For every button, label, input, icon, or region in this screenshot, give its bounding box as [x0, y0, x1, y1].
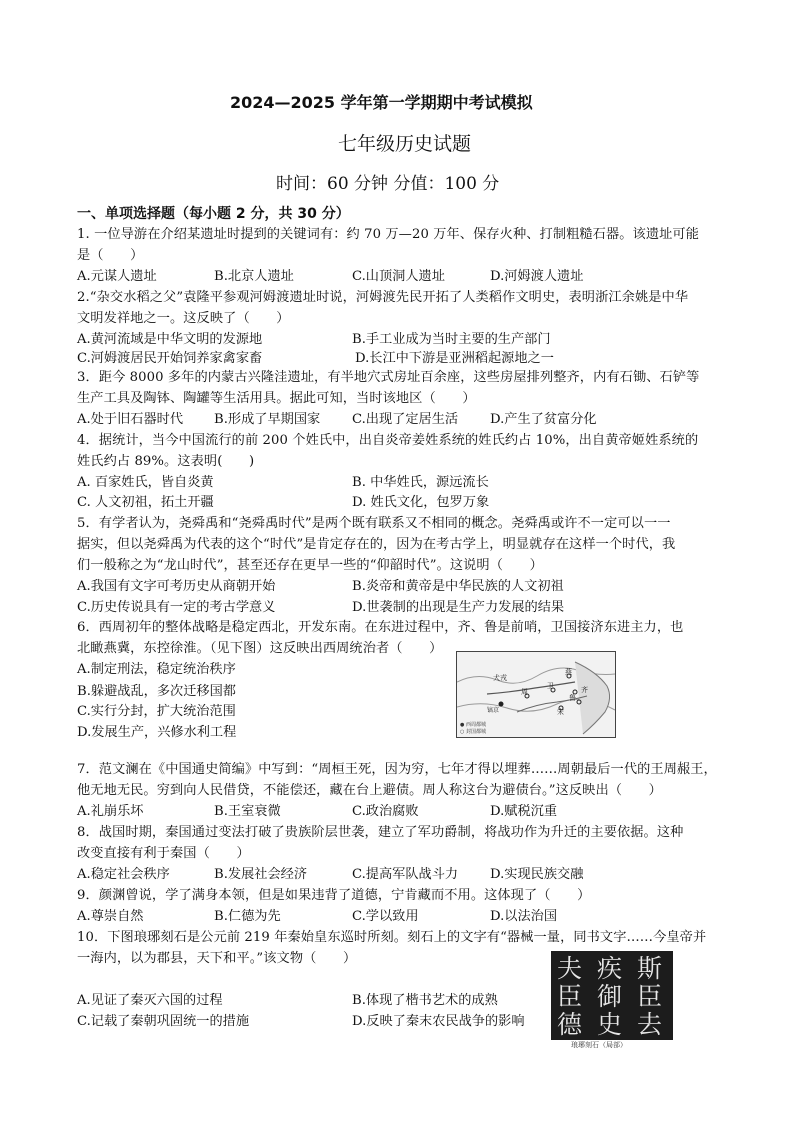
- question-1-option-d: D.河姆渡人遗址: [490, 269, 584, 284]
- question-1-line-2: 是（ ）: [77, 248, 144, 263]
- question-3-option-a: A.处于旧石器时代: [77, 412, 184, 427]
- western-zhou-map: [456, 651, 616, 738]
- stone-char-6: 史: [597, 1010, 623, 1039]
- stone-char-5: 御: [597, 982, 623, 1011]
- question-9-option-c: C.学以致用: [352, 909, 419, 924]
- map-label-zhou: 周: [521, 688, 528, 696]
- stone-char-3: 去: [637, 1010, 663, 1039]
- question-6-option-c: C.实行分封，扩大统治范围: [77, 704, 236, 719]
- question-1-option-a: A.元谋人遗址: [77, 269, 157, 284]
- question-7-line-1: 7．范文澜在《中国通史简编》中写到：“周桓王死，因为穷，七年才得以埋葬……周朝最后一代的王周赧王，: [77, 762, 717, 777]
- question-6-line-2: 北瞰燕冀，东控徐淮。（见下图）这反映出西周统治者（ ）: [77, 641, 443, 656]
- question-6-line-1: 6．西周初年的整体战略是稳定西北，开发东南。在东进过程中，齐、鲁是前哨，卫国接济东进主力，也: [77, 620, 684, 635]
- stone-caption: 琅琊刻石（局部）: [571, 1041, 627, 1049]
- question-2-option-d: D.长江中下游是亚洲稻起源地之一: [355, 351, 554, 366]
- map-graphic: [457, 652, 615, 737]
- exam-meta: 时间：60 分钟 分值：100 分: [276, 174, 500, 194]
- question-7-option-d: D.赋税沉重: [490, 804, 558, 819]
- question-5-line-3: 们一般称之为“龙山时代”，甚至还存在更早一些的“仰韶时代”。这说明（ ）: [77, 558, 543, 573]
- question-10-line-2: 一海内，以为郡县，天下和平。”该文物（ ）: [77, 951, 357, 966]
- question-4-option-a: A. 百家姓氏，皆自炎黄: [77, 475, 214, 490]
- map-label-haojing: 镐京: [487, 707, 500, 714]
- question-2-line-2: 文明发祥地之一。这反映了（ ）: [77, 311, 290, 326]
- question-5-option-d: D.世袭制的出现是生产力发展的结果: [352, 600, 565, 615]
- map-legend-fief: ○ 封国都城: [460, 729, 486, 735]
- question-8-option-a: A.稳定社会秩序: [77, 867, 170, 882]
- question-6-option-b: B.躲避战乱，多次迁移国都: [77, 684, 236, 699]
- question-10-option-d: D.反映了秦末农民战争的影响: [352, 1014, 525, 1029]
- question-9-option-b: B.仁德为先: [214, 909, 281, 924]
- exam-subtitle: 七年级历史试题: [338, 133, 472, 155]
- question-7-option-b: B.王室衰微: [214, 804, 281, 819]
- stone-char-7: 夫: [557, 954, 583, 983]
- langya-stone-rubbing: [551, 951, 673, 1040]
- map-label-lu: 鲁: [569, 694, 576, 702]
- map-label-quanrong: 犬戎: [493, 674, 507, 682]
- question-2-option-c: C.河姆渡居民开始饲养家禽家畜: [77, 351, 263, 366]
- question-1-option-b: B.北京人遗址: [214, 269, 294, 284]
- question-5-line-1: 5．有学者认为，尧舜禹和“尧舜禹时代”是两个既有联系又不相同的概念。尧舜禹或许不一定可以一一: [77, 516, 671, 531]
- question-2-option-a: A.黄河流域是中华文明的发源地: [77, 332, 263, 347]
- question-9-line-1: 9．颜渊曾说，学了满身本领，但是如果违背了道德，宁肯藏而不用。这体现了（ ）: [77, 888, 591, 903]
- stone-char-1: 斯: [637, 954, 663, 983]
- question-6-option-a: A.制定刑法，稳定统治秩序: [77, 662, 236, 677]
- question-10-line-1: 10．下图琅琊刻石是公元前 219 年秦始皇东巡时所刻。刻石上的文字有“器械一量，同书文字……今皇帝并: [77, 930, 707, 945]
- question-9-option-a: A.尊崇自然: [77, 909, 144, 924]
- question-6-option-d: D.发展生产，兴修水利工程: [77, 725, 237, 740]
- question-4-line-1: 4．据统计，当今中国流行的前 200 个姓氏中，出自炎帝姜姓系统的姓氏约占 10%，出自黄帝姬姓系统的: [77, 433, 699, 448]
- question-3-line-1: 3．距今 8000 多年的内蒙古兴隆洼遗址，有半地穴式房址百余座，这些房屋排列整齐，内有石锄、石铲等: [77, 370, 700, 385]
- question-4-line-2: 姓氏约占 89%。这表明( ): [77, 454, 255, 469]
- question-10-option-a: A.见证了秦灭六国的过程: [77, 993, 223, 1008]
- question-8-line-2: 改变直接有利于秦国（ ）: [77, 846, 250, 861]
- map-label-qi: 齐: [581, 686, 588, 694]
- map-legend-capital: ● 西周都城: [460, 722, 486, 728]
- section-heading: 一、单项选择题（每小题 2 分，共 30 分）: [77, 206, 350, 222]
- question-8-option-c: C.提高军队战斗力: [352, 867, 459, 882]
- question-5-option-a: A.我国有文字可考历史从商朝开始: [77, 579, 276, 594]
- question-7-line-2: 他无地无民。穷到向人民借贷，不能偿还，藏在台上避债。周人称这台为避债台。”这反映出（ ）: [77, 783, 662, 798]
- question-4-option-b: B. 中华姓氏，源远流长: [352, 475, 489, 490]
- stone-char-4: 疾: [597, 954, 623, 983]
- question-5-line-2: 据实，但以尧舜禹为代表的这个“时代”是肯定存在的，因为在考古学上，明显就存在这样一个时代，我: [77, 537, 676, 552]
- question-8-option-d: D.实现民族交融: [490, 867, 584, 882]
- question-2-line-1: 2.“杂交水稻之父”袁隆平参观河姆渡遗址时说，河姆渡先民开拓了人类稻作文明史，表明浙江余姚是中华: [77, 290, 689, 305]
- question-3-option-d: D.产生了贫富分化: [490, 412, 597, 427]
- question-3-line-2: 生产工具及陶钵、陶罐等生活用具。据此可知，当时该地区（ ）: [77, 391, 476, 406]
- question-9-option-d: D.以法治国: [490, 909, 558, 924]
- question-3-option-c: C.出现了定居生活: [352, 412, 459, 427]
- map-label-wei: 卫: [547, 682, 554, 690]
- stone-graphic: [551, 951, 673, 1040]
- map-label-song: 宋: [557, 708, 564, 716]
- map-label-yan: 燕: [565, 668, 572, 676]
- question-8-option-b: B.发展社会经济: [214, 867, 308, 882]
- stone-char-2: 臣: [637, 982, 663, 1011]
- question-7-option-c: C.政治腐败: [352, 804, 419, 819]
- stone-char-8: 臣: [557, 982, 583, 1011]
- question-5-option-b: B.炎帝和黄帝是中华民族的人文初祖: [352, 579, 564, 594]
- exam-title: 2024—2025 学年第一学期期中考试模拟: [230, 93, 533, 112]
- question-2-option-b: B.手工业成为当时主要的生产部门: [352, 332, 551, 347]
- question-1-line-1: 1. 一位导游在介绍某遗址时提到的关键词有：约 70 万—20 万年、保存火种、打制粗糙石器。该遗址可能: [77, 227, 699, 242]
- question-10-option-b: B.体现了楷书艺术的成熟: [352, 993, 498, 1008]
- question-3-option-b: B.形成了早期国家: [214, 412, 321, 427]
- question-1-option-c: C.山顶洞人遗址: [352, 269, 445, 284]
- question-5-option-c: C.历史传说具有一定的考古学意义: [77, 600, 276, 615]
- question-4-option-c: C. 人文初祖，拓土开疆: [77, 495, 214, 510]
- question-10-option-c: C.记载了秦朝巩固统一的措施: [77, 1014, 250, 1029]
- stone-char-9: 德: [557, 1010, 583, 1039]
- question-7-option-a: A.礼崩乐坏: [77, 804, 144, 819]
- question-8-line-1: 8．战国时期，秦国通过变法打破了贵族阶层世袭，建立了军功爵制，将战功作为升迁的主要依据。这种: [77, 825, 684, 840]
- question-4-option-d: D. 姓氏文化，包罗万象: [352, 495, 490, 510]
